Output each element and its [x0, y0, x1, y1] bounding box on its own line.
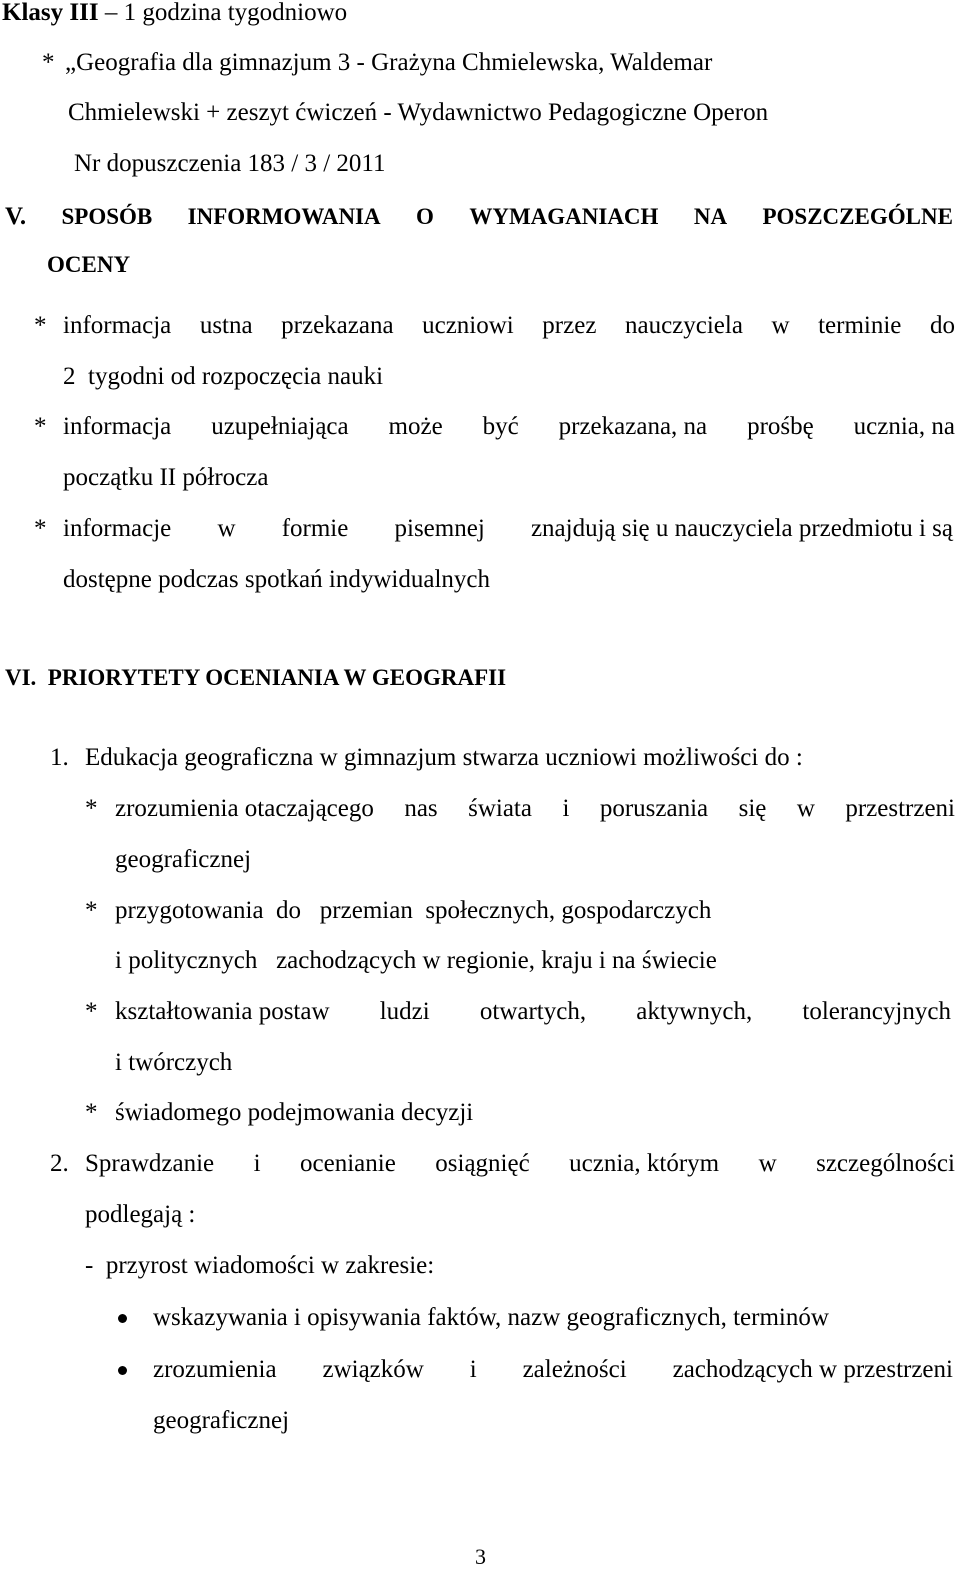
book-authors-line: Chmielewski + zeszyt ćwiczeń - Wydawnictwo Pedagogiczne Operon: [68, 99, 769, 126]
list-item-cont: geograficznej: [115, 846, 252, 873]
list-item-marker: *: [34, 413, 47, 440]
point-text: Sprawdzanie i ocenianie osiągnięć ucznia, którym w szczególności: [85, 1150, 955, 1177]
bullet-item-line: wskazywania i opisywania faktów, nazw geograficznych, terminów: [153, 1304, 829, 1331]
list-item-marker: *: [85, 1099, 98, 1126]
list-item-cont: i politycznych zachodzących w regionie, kraju i na świecie: [115, 947, 717, 974]
list-item-marker: *: [34, 312, 47, 339]
bullet-item-cont: geograficznej: [153, 1407, 290, 1434]
bullet-item-line: zrozumienia związków i zależności zachodzących w przestrzeni: [153, 1356, 953, 1383]
list-item-cont: dostępne podczas spotkań indywidualnych: [63, 566, 490, 593]
section-5-heading: V. SPOSÓB INFORMOWANIA O WYMAGANIACH NA POSZCZEGÓLNE: [5, 203, 953, 230]
point-number: 1.: [50, 744, 69, 771]
page-number: 3: [475, 1544, 486, 1569]
bullet-icon: [118, 1366, 127, 1375]
list-item-line: zrozumienia otaczającego nas świata i poruszania się w przestrzeni: [115, 795, 955, 822]
bullet-icon: [118, 1314, 127, 1323]
point-text: Edukacja geograficzna w gimnazjum stwarza uczniowi możliwości do :: [85, 744, 803, 771]
list-item-line: informacje w formie pisemnej znajdują się u nauczyciela przedmiotu i są: [63, 515, 953, 542]
point-text-cont: podlegają :: [85, 1201, 196, 1228]
list-item-line: informacja ustna przekazana uczniowi przez nauczyciela w terminie do: [63, 312, 955, 339]
list-item-marker: *: [34, 515, 47, 542]
class-label: Klasy III – 1 godzina tygodniowo: [2, 0, 348, 26]
list-item-marker: *: [85, 795, 98, 822]
book-title-line: „Geografia dla gimnazjum 3 - Grażyna Chmielewska, Waldemar: [65, 49, 713, 76]
list-item-marker: *: [85, 998, 98, 1025]
list-item-line: świadomego podejmowania decyzji: [115, 1099, 474, 1126]
book-approval-number: Nr dopuszczenia 183 / 3 / 2011: [74, 150, 386, 177]
list-item-cont: początku II półrocza: [63, 464, 269, 491]
sub-item: - przyrost wiadomości w zakresie:: [85, 1252, 435, 1279]
list-item-line: informacja uzupełniająca może być przekazana, na prośbę ucznia, na: [63, 413, 955, 440]
section-6-heading: VI. PRIORYTETY OCENIANIA W GEOGRAFII: [5, 665, 507, 690]
list-item-cont: 2 tygodni od rozpoczęcia nauki: [63, 363, 384, 390]
section-5-heading-cont: OCENY: [47, 252, 131, 277]
book-marker: *: [42, 49, 55, 76]
point-number: 2.: [50, 1150, 69, 1177]
list-item-line: przygotowania do przemian społecznych, gospodarczych: [115, 897, 712, 924]
list-item-cont: i twórczych: [115, 1049, 233, 1076]
list-item-marker: *: [85, 897, 98, 924]
list-item-line: kształtowania postaw ludzi otwartych, aktywnych, tolerancyjnych: [115, 998, 951, 1025]
